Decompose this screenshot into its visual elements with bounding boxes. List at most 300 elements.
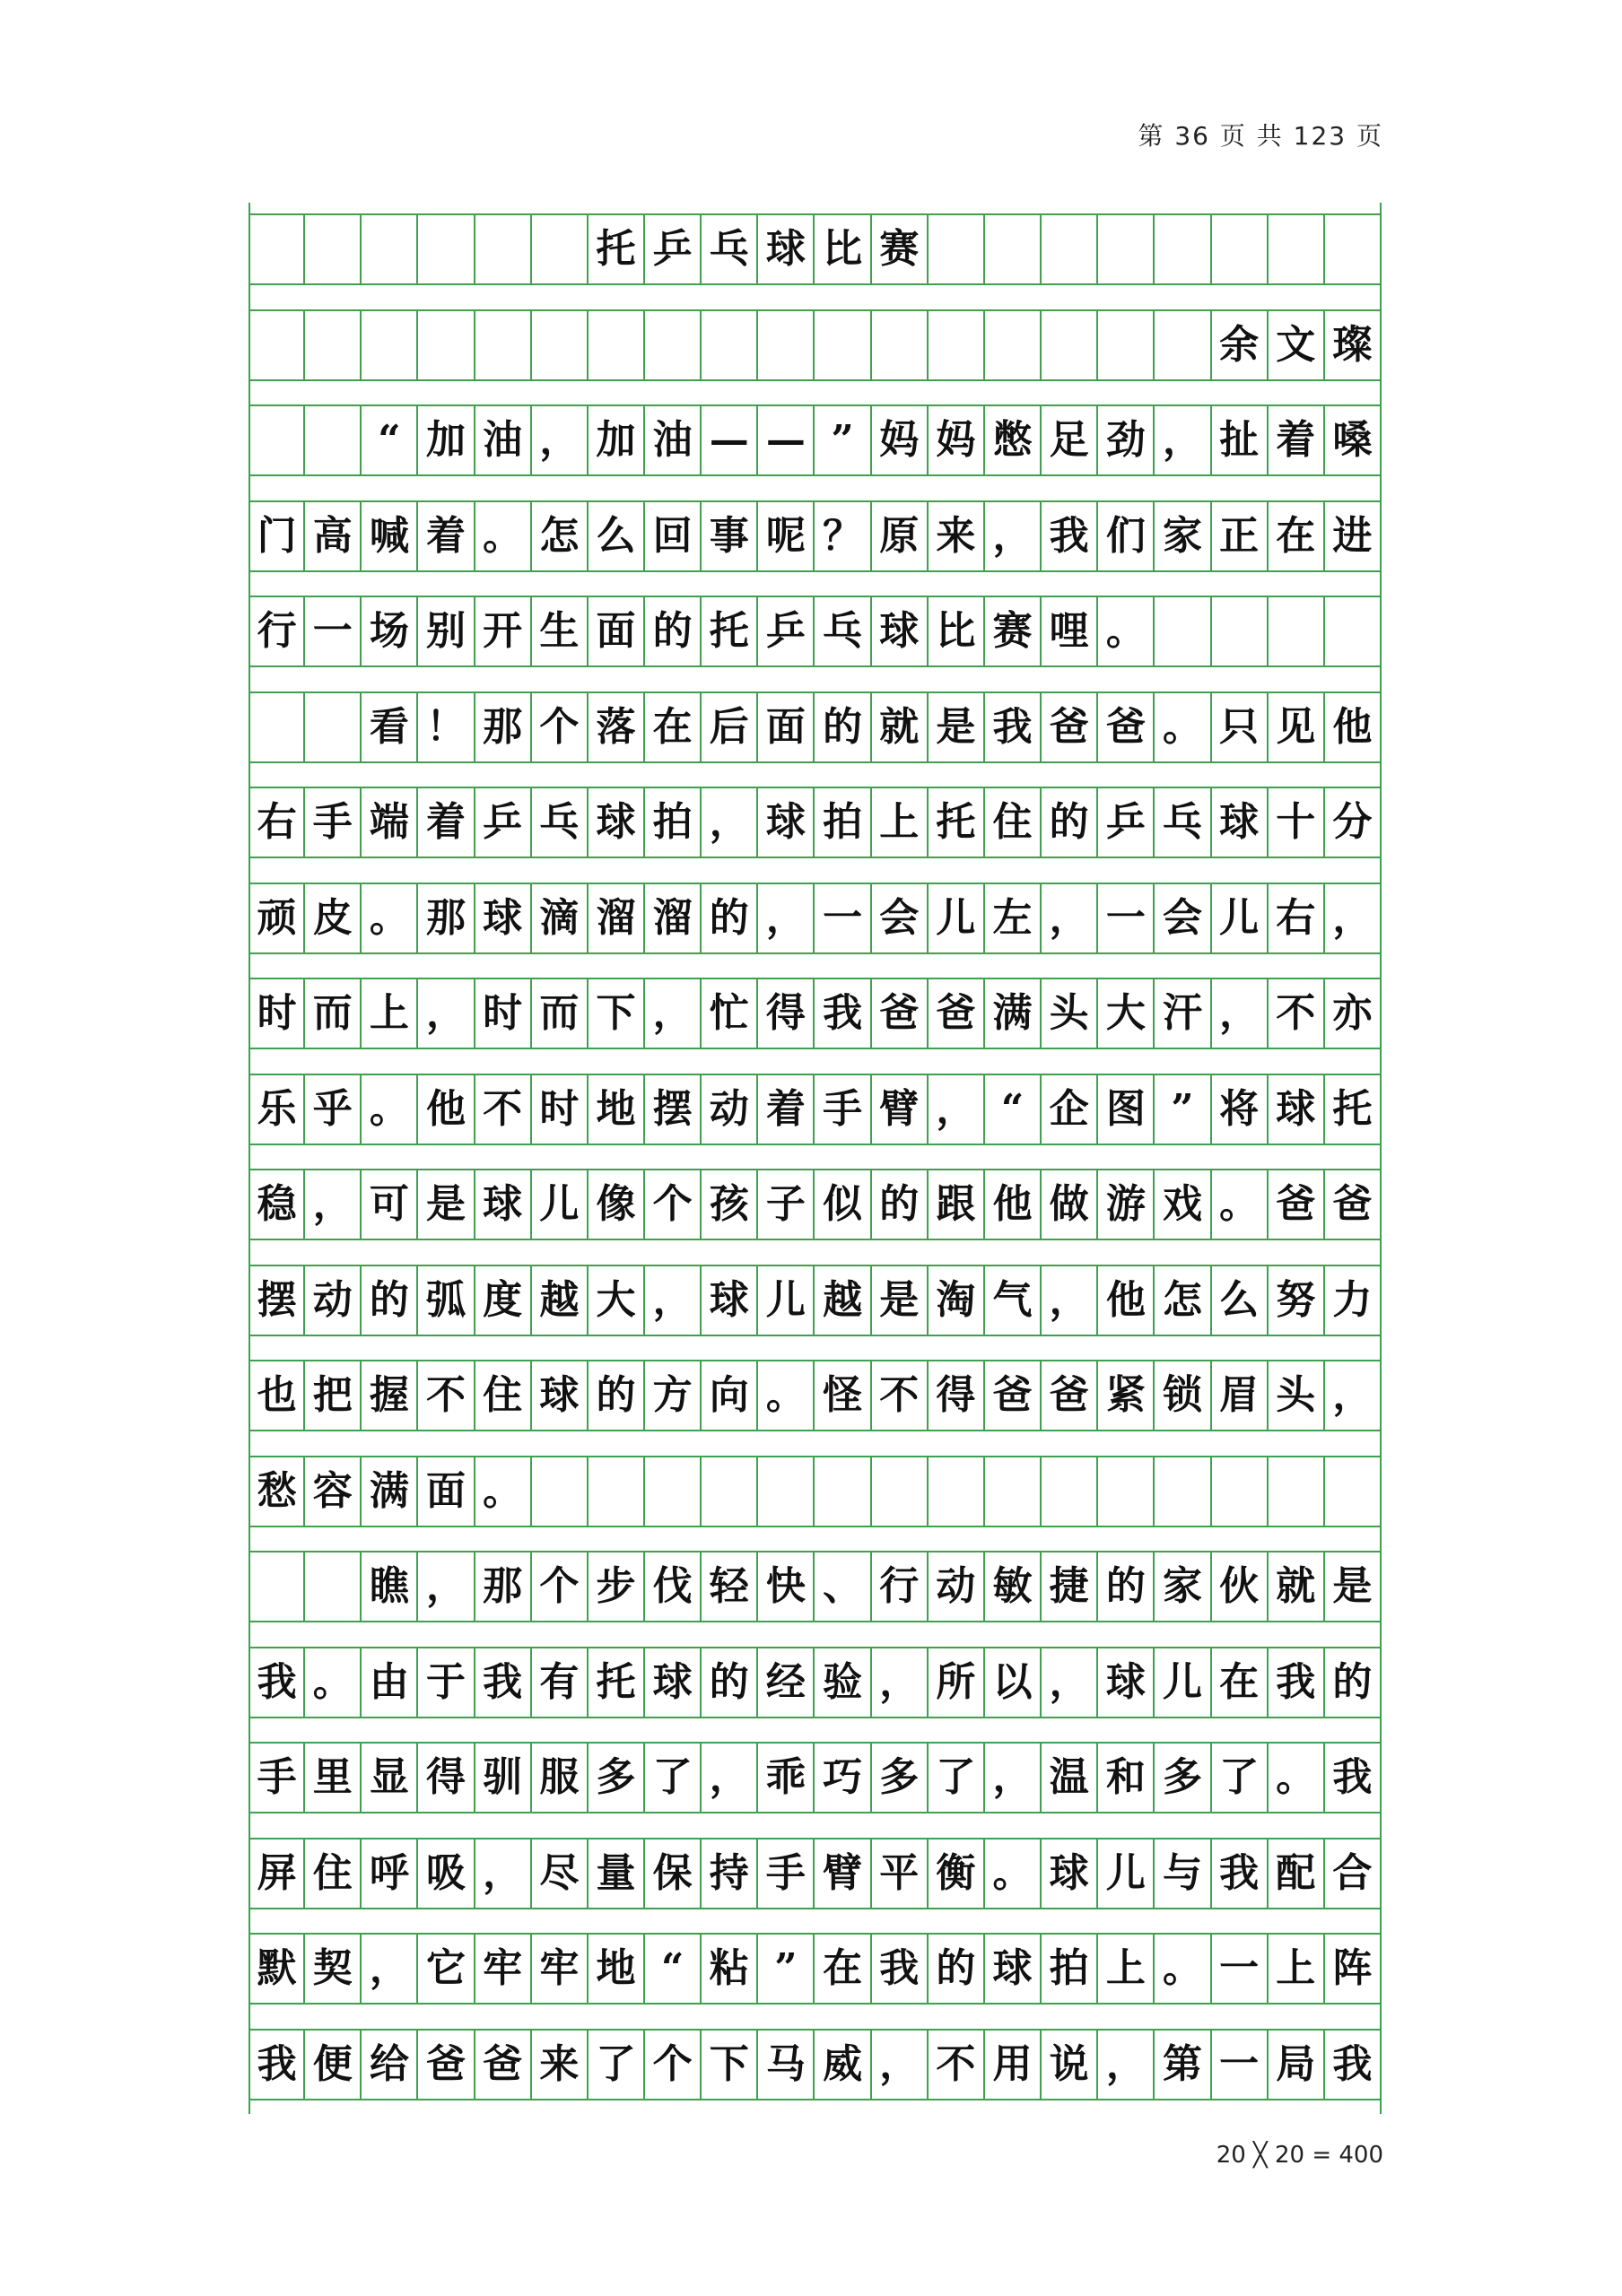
grid-cell: 。 — [475, 502, 532, 570]
grid-cell: 。 — [1155, 693, 1211, 761]
manuscript-grid — [249, 203, 1382, 2114]
grid-cell: 我 — [249, 2031, 305, 2099]
grid-cell: ， — [702, 1744, 758, 1812]
grid-cell: 乓 — [815, 597, 872, 665]
grid-cell: 方 — [645, 1361, 702, 1430]
grid-cell: 拍 — [815, 788, 872, 857]
grid-cell: 是 — [418, 1170, 475, 1239]
grid-cell: ， — [702, 788, 758, 857]
grid-cell: 他 — [985, 1170, 1042, 1239]
grid-cell: 。 — [362, 1075, 418, 1144]
grid-cell: 那 — [475, 693, 532, 761]
grid-cell: 上 — [1098, 1935, 1155, 2003]
grid-cell: 动 — [305, 1266, 362, 1335]
grid-cell — [702, 1457, 758, 1526]
grid-cell: 是 — [1325, 1552, 1382, 1621]
grid-cell: 球 — [1269, 1075, 1325, 1144]
grid-cell: 努 — [1269, 1266, 1325, 1335]
grid-cell: 愁 — [249, 1457, 305, 1526]
grid-cell: 眉 — [1212, 1361, 1269, 1430]
grid-cell — [1042, 311, 1098, 379]
grid-cell: 就 — [872, 693, 929, 761]
grid-cell: 喊 — [362, 502, 418, 570]
grid-cell: 行 — [249, 597, 305, 665]
grid-cell: 局 — [1269, 2031, 1325, 2099]
grid-cell: 我 — [1212, 1839, 1269, 1908]
grid-cell: 我 — [475, 1648, 532, 1717]
grid-cell: 球 — [702, 1266, 758, 1335]
grid-cell: 第 — [1155, 2031, 1211, 2099]
grid-cell: 轻 — [702, 1552, 758, 1621]
grid-cell: 得 — [418, 1744, 475, 1812]
grid-cell: “ — [362, 406, 418, 474]
grid-cell: 不 — [872, 1361, 929, 1430]
grid-cell: 球 — [872, 597, 929, 665]
grid-cell: 可 — [362, 1170, 418, 1239]
grid-row — [249, 1838, 1382, 1909]
grid-cell: 。 — [305, 1648, 362, 1717]
grid-row — [249, 1456, 1382, 1527]
grid-cell: 儿 — [758, 1266, 815, 1335]
grid-cell: 怪 — [815, 1361, 872, 1430]
grid-cell: 爸 — [475, 2031, 532, 2099]
grid-cell — [1269, 597, 1325, 665]
grid-cell — [362, 311, 418, 379]
grid-cell: 乖 — [758, 1744, 815, 1812]
grid-cell: 大 — [589, 1266, 645, 1335]
grid-cell: 呢 — [758, 502, 815, 570]
grid-cell: ， — [1325, 884, 1382, 952]
grid-cell: 我 — [1269, 1648, 1325, 1717]
grid-cell: ” — [815, 406, 872, 474]
grid-cell — [985, 311, 1042, 379]
grid-row — [249, 1265, 1382, 1336]
grid-cell: 头 — [1269, 1361, 1325, 1430]
grid-cell: 一 — [1098, 884, 1155, 952]
grid-cell — [758, 311, 815, 379]
grid-cell: 。 — [758, 1361, 815, 1430]
grid-cell — [532, 311, 589, 379]
grid-cell: 握 — [362, 1361, 418, 1430]
grid-cell: 爸 — [418, 2031, 475, 2099]
grid-cell: 扯 — [1212, 406, 1269, 474]
grid-cell: ， — [532, 406, 589, 474]
grid-cell: 。 — [1155, 1935, 1211, 2003]
grid-cell: 。 — [475, 1457, 532, 1526]
grid-cell: 哩 — [1042, 597, 1098, 665]
grid-cell: 加 — [418, 406, 475, 474]
grid-cell: 球 — [1212, 788, 1269, 857]
grid-cell — [418, 311, 475, 379]
grid-row — [249, 1647, 1382, 1718]
grid-cell: 游 — [1098, 1170, 1155, 1239]
grid-row — [249, 1551, 1382, 1622]
grid-cell: 儿 — [1098, 1839, 1155, 1908]
grid-cell: 行 — [872, 1552, 929, 1621]
grid-cell: 用 — [985, 2031, 1042, 2099]
grid-cell: 地 — [589, 1935, 645, 2003]
grid-cell: 托 — [589, 215, 645, 283]
grid-cell: 手 — [815, 1075, 872, 1144]
grid-cell: 不 — [418, 1361, 475, 1430]
grid-cell: 乓 — [702, 215, 758, 283]
grid-cell: 粘 — [702, 1935, 758, 2003]
grid-cell: 说 — [1042, 2031, 1098, 2099]
grid-cell: 做 — [1042, 1170, 1098, 1239]
grid-cell: 加 — [589, 406, 645, 474]
grid-cell: 。 — [1098, 597, 1155, 665]
grid-cell: 服 — [532, 1744, 589, 1812]
grid-cell: 下 — [589, 979, 645, 1048]
grid-cell: 儿 — [532, 1170, 589, 1239]
grid-cell — [929, 215, 985, 283]
grid-cell: 。 — [1269, 1744, 1325, 1812]
grid-cell — [758, 1457, 815, 1526]
grid-cell: 儿 — [1212, 884, 1269, 952]
grid-cell: 儿 — [1155, 1648, 1211, 1717]
grid-cell: 妈 — [929, 406, 985, 474]
grid-cell — [418, 215, 475, 283]
grid-cell — [1325, 1457, 1382, 1526]
grid-cell: 嗓 — [1325, 406, 1382, 474]
grid-row — [249, 1074, 1382, 1145]
grid-cell: 的 — [1042, 788, 1098, 857]
grid-cell: 子 — [758, 1170, 815, 1239]
grid-cell: 的 — [929, 1935, 985, 2003]
grid-cell: 球 — [985, 1935, 1042, 2003]
grid-cell: 左 — [985, 884, 1042, 952]
grid-cell: 怎 — [532, 502, 589, 570]
grid-cell: 把 — [305, 1361, 362, 1430]
grid-cell: 快 — [758, 1552, 815, 1621]
grid-cell — [1212, 597, 1269, 665]
grid-cell: 爸 — [1042, 693, 1098, 761]
grid-cell: ， — [872, 1648, 929, 1717]
grid-cell: 阵 — [1325, 1935, 1382, 2003]
grid-cell: 时 — [249, 979, 305, 1048]
grid-cell: 合 — [1325, 1839, 1382, 1908]
grid-cell: 捷 — [1042, 1552, 1098, 1621]
grid-cell: 牢 — [475, 1935, 532, 2003]
grid-cell: 里 — [305, 1744, 362, 1812]
grid-cell: 会 — [872, 884, 929, 952]
grid-cell: 璨 — [1325, 311, 1382, 379]
grid-cell — [1155, 597, 1211, 665]
grid-row — [249, 1742, 1382, 1813]
grid-cell: 乒 — [475, 788, 532, 857]
grid-cell: 球 — [1098, 1648, 1155, 1717]
grid-row — [249, 787, 1382, 858]
grid-cell — [249, 311, 305, 379]
grid-cell: 爸 — [985, 1361, 1042, 1430]
grid-cell — [249, 1552, 305, 1621]
grid-row — [249, 1360, 1382, 1431]
grid-cell: 来 — [929, 502, 985, 570]
grid-cell — [1098, 215, 1155, 283]
grid-cell: 顽 — [249, 884, 305, 952]
grid-row — [249, 883, 1382, 954]
grid-cell: ？ — [815, 502, 872, 570]
grid-cell: 他 — [1325, 693, 1382, 761]
grid-cell: 个 — [532, 693, 589, 761]
grid-cell: 伐 — [645, 1552, 702, 1621]
grid-cell: 文 — [1269, 311, 1325, 379]
grid-cell: 屏 — [249, 1839, 305, 1908]
grid-cell: 图 — [1098, 1075, 1155, 1144]
grid-cell — [305, 215, 362, 283]
grid-cell: 上 — [362, 979, 418, 1048]
grid-cell: 在 — [815, 1935, 872, 2003]
grid-cell: 与 — [1155, 1839, 1211, 1908]
grid-row — [249, 1169, 1382, 1240]
grid-cell: 皮 — [305, 884, 362, 952]
grid-cell: 驯 — [475, 1744, 532, 1812]
grid-cell: 在 — [645, 693, 702, 761]
grid-cell: 平 — [872, 1839, 929, 1908]
grid-cell: 的 — [702, 1648, 758, 1717]
grid-cell: 个 — [532, 1552, 589, 1621]
grid-cell: 托 — [589, 1648, 645, 1717]
grid-cell: 生 — [532, 597, 589, 665]
grid-cell: 右 — [249, 788, 305, 857]
grid-cell: 爸 — [1042, 1361, 1098, 1430]
grid-cell — [985, 1457, 1042, 1526]
grid-cell: 一 — [1212, 2031, 1269, 2099]
grid-cell: 爸 — [1325, 1170, 1382, 1239]
grid-cell — [1155, 215, 1211, 283]
grid-row — [249, 1933, 1382, 2005]
grid-cell: 家 — [1155, 1552, 1211, 1621]
grid-cell — [475, 311, 532, 379]
grid-cell: 于 — [418, 1648, 475, 1717]
grid-cell: 面 — [418, 1457, 475, 1526]
grid-cell: 淘 — [929, 1266, 985, 1335]
grid-cell: 赛 — [985, 597, 1042, 665]
grid-cell: ， — [1042, 1648, 1098, 1717]
grid-cell: 球 — [475, 884, 532, 952]
grid-cell: 们 — [1098, 502, 1155, 570]
grid-cell — [305, 1552, 362, 1621]
grid-cell: ， — [1042, 884, 1098, 952]
grid-cell: 头 — [1042, 979, 1098, 1048]
grid-cell: 。 — [362, 884, 418, 952]
grid-cell: — — [758, 406, 815, 474]
grid-cell — [589, 311, 645, 379]
grid-cell: 着 — [418, 502, 475, 570]
grid-cell: 着 — [418, 788, 475, 857]
grid-cell: 我 — [872, 1935, 929, 2003]
grid-cell: 就 — [1269, 1552, 1325, 1621]
grid-cell: 一 — [815, 884, 872, 952]
grid-cell: 我 — [1325, 2031, 1382, 2099]
grid-cell — [872, 311, 929, 379]
grid-cell: 乐 — [249, 1075, 305, 1144]
grid-cell: ， — [1042, 1266, 1098, 1335]
grid-cell — [305, 406, 362, 474]
grid-cell: 个 — [645, 2031, 702, 2099]
grid-cell — [305, 311, 362, 379]
grid-cell: 妈 — [872, 406, 929, 474]
grid-cell: 将 — [1212, 1075, 1269, 1144]
grid-row — [249, 404, 1382, 476]
grid-cell: 是 — [872, 1266, 929, 1335]
grid-cell: 住 — [305, 1839, 362, 1908]
grid-cell: 不 — [1269, 979, 1325, 1048]
grid-cell: 是 — [929, 693, 985, 761]
grid-cell: 显 — [362, 1744, 418, 1812]
grid-cell: 度 — [475, 1266, 532, 1335]
grid-cell: 么 — [1212, 1266, 1269, 1335]
grid-cell: 原 — [872, 502, 929, 570]
grid-cell — [815, 311, 872, 379]
grid-cell: 他 — [1098, 1266, 1155, 1335]
grid-cell: 乓 — [532, 788, 589, 857]
grid-cell: 手 — [305, 788, 362, 857]
grid-cell: 忙 — [702, 979, 758, 1048]
grid-cell: 门 — [249, 502, 305, 570]
grid-cell: 我 — [1325, 1744, 1382, 1812]
grid-cell: 也 — [249, 1361, 305, 1430]
grid-cell — [249, 693, 305, 761]
grid-cell: 面 — [758, 693, 815, 761]
grid-cell — [1269, 215, 1325, 283]
grid-cell — [249, 406, 305, 474]
grid-cell: 个 — [645, 1170, 702, 1239]
grid-cell: 下 — [702, 2031, 758, 2099]
grid-cell: 摆 — [645, 1075, 702, 1144]
grid-cell: 多 — [589, 1744, 645, 1812]
grid-cell — [589, 1457, 645, 1526]
grid-cell: 像 — [589, 1170, 645, 1239]
grid-cell: 爸 — [929, 979, 985, 1048]
grid-size-footer: 20 ╳ 20 = 400 — [1216, 2142, 1383, 2169]
grid-cell: 尽 — [532, 1839, 589, 1908]
grid-cell: 弧 — [418, 1266, 475, 1335]
grid-cell: 得 — [929, 1361, 985, 1430]
grid-cell: 怎 — [1155, 1266, 1211, 1335]
grid-cell: 威 — [815, 2031, 872, 2099]
grid-cell: 爸 — [1269, 1170, 1325, 1239]
grid-cell — [645, 1457, 702, 1526]
grid-cell: ” — [1155, 1075, 1211, 1144]
grid-cell: 戏 — [1155, 1170, 1211, 1239]
grid-cell: 的 — [362, 1266, 418, 1335]
grid-cell: 摆 — [249, 1266, 305, 1335]
grid-cell: 动 — [929, 1552, 985, 1621]
grid-cell: 力 — [1325, 1266, 1382, 1335]
grid-cell: 的 — [702, 884, 758, 952]
grid-cell: 球 — [589, 788, 645, 857]
grid-cell: 手 — [249, 1744, 305, 1812]
grid-cell: 乓 — [1155, 788, 1211, 857]
grid-row — [249, 691, 1382, 763]
grid-cell: 默 — [249, 1935, 305, 2003]
grid-cell: 一 — [1212, 1935, 1269, 2003]
grid-cell: ， — [1212, 979, 1269, 1048]
grid-cell — [1098, 1457, 1155, 1526]
grid-cell: ， — [418, 1552, 475, 1621]
grid-cell: ， — [985, 502, 1042, 570]
grid-cell: 企 — [1042, 1075, 1098, 1144]
grid-cell: 别 — [418, 597, 475, 665]
grid-cell: ， — [1325, 1361, 1382, 1430]
grid-cell — [1155, 311, 1211, 379]
grid-cell: 容 — [305, 1457, 362, 1526]
grid-cell: 十 — [1269, 788, 1325, 857]
grid-cell: 看 — [362, 693, 418, 761]
grid-cell — [1155, 1457, 1211, 1526]
grid-cell: 了 — [589, 2031, 645, 2099]
grid-cell: 经 — [758, 1648, 815, 1717]
grid-cell: 我 — [249, 1648, 305, 1717]
grid-cell — [1212, 215, 1269, 283]
grid-cell — [929, 311, 985, 379]
grid-cell: 余 — [1212, 311, 1269, 379]
grid-cell — [1325, 597, 1382, 665]
grid-cell — [872, 1457, 929, 1526]
grid-cell: 儿 — [929, 884, 985, 952]
grid-cell: 托 — [1325, 1075, 1382, 1144]
grid-cell: 伙 — [1212, 1552, 1269, 1621]
grid-cell: 紧 — [1098, 1361, 1155, 1430]
grid-cell: “ — [985, 1075, 1042, 1144]
grid-cell: 由 — [362, 1648, 418, 1717]
grid-row — [249, 596, 1382, 667]
grid-cell: 满 — [985, 979, 1042, 1048]
grid-cell: ” — [758, 1935, 815, 2003]
grid-cell: 他 — [418, 1075, 475, 1144]
grid-cell: 事 — [702, 502, 758, 570]
grid-cell: 大 — [1098, 979, 1155, 1048]
grid-cell: 托 — [702, 597, 758, 665]
grid-cell: 球 — [645, 1648, 702, 1717]
grid-cell: 时 — [475, 979, 532, 1048]
grid-cell: 稳 — [249, 1170, 305, 1239]
grid-cell: 牢 — [532, 1935, 589, 2003]
grid-cell: 球 — [1042, 1839, 1098, 1908]
grid-cell: 有 — [532, 1648, 589, 1717]
grid-cell — [305, 693, 362, 761]
grid-cell: 它 — [418, 1935, 475, 2003]
grid-cell: 契 — [305, 1935, 362, 2003]
grid-cell: 便 — [305, 2031, 362, 2099]
grid-cell: 会 — [1155, 884, 1211, 952]
grid-cell: 回 — [645, 502, 702, 570]
grid-cell: 拍 — [1042, 1935, 1098, 2003]
grid-cell — [1269, 1457, 1325, 1526]
grid-cell: 的 — [872, 1170, 929, 1239]
grid-cell: 我 — [1042, 502, 1098, 570]
grid-cell: 比 — [929, 597, 985, 665]
grid-cell: 不 — [475, 1075, 532, 1144]
grid-left-border — [249, 203, 250, 2114]
grid-cell: 量 — [589, 1839, 645, 1908]
grid-cell: 家 — [1155, 502, 1211, 570]
grid-cell: 巧 — [815, 1744, 872, 1812]
grid-cell — [1042, 1457, 1098, 1526]
grid-cell: 瞧 — [362, 1552, 418, 1621]
grid-cell: 验 — [815, 1648, 872, 1717]
grid-cell: 了 — [929, 1744, 985, 1812]
grid-cell: 而 — [532, 979, 589, 1048]
grid-cell: 球 — [758, 788, 815, 857]
grid-cell — [362, 215, 418, 283]
grid-cell: 气 — [985, 1266, 1042, 1335]
grid-cell: 不 — [929, 2031, 985, 2099]
grid-cell: 保 — [645, 1839, 702, 1908]
grid-row — [249, 500, 1382, 572]
grid-cell: ， — [985, 1744, 1042, 1812]
